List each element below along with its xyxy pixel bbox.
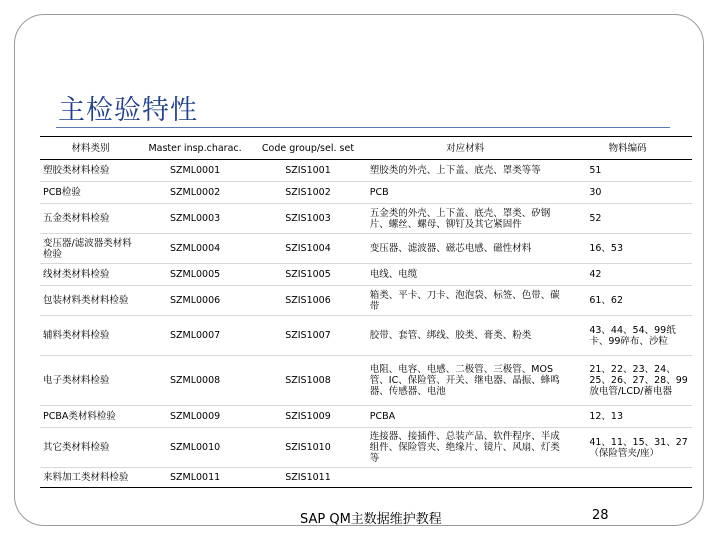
cell-material-code: 41、11、15、31、27（保险管夹/座） (563, 428, 692, 468)
cell-master-insp-charac: SZML0009 (141, 406, 249, 428)
cell-material-code: 61、62 (563, 286, 692, 316)
cell-material-code: 21、22、23、24、25、26、27、28、99放电管/LCD/蓄电器 (563, 356, 692, 406)
cell-corresponding-material: 五金类的外壳、上下盖、底壳、罩类、矽钢片、螺丝、螺母、铆钉及其它紧固件 (367, 204, 564, 234)
cell-material-category: 辅料类材料检验 (40, 316, 141, 356)
cell-corresponding-material: 箱类、平卡、刀卡、泡泡袋、标签、色带、碳带 (367, 286, 564, 316)
table-row (40, 286, 692, 316)
cell-material-code (563, 468, 692, 488)
header-material-code: 物料编码 (563, 137, 692, 160)
cell-code-group: SZIS1004 (249, 234, 367, 264)
cell-material-code: 42 (563, 264, 692, 286)
table-row (40, 428, 692, 468)
table-row (40, 204, 692, 234)
header-material-category: 材料类别 (40, 137, 141, 160)
cell-master-insp-charac: SZML0006 (141, 286, 249, 316)
cell-material-category: 包装材料类材料检验 (40, 286, 141, 316)
cell-material-category: 塑胶类材料检验 (40, 160, 141, 182)
cell-material-category: 来料加工类材料检验 (40, 468, 141, 488)
header-master-insp-charac: Master insp.charac. (141, 137, 249, 160)
cell-master-insp-charac: SZML0001 (141, 160, 249, 182)
cell-material-code: 51 (563, 160, 692, 182)
cell-code-group: SZIS1011 (249, 468, 367, 488)
cell-material-code: 52 (563, 204, 692, 234)
table-row (40, 182, 692, 204)
cell-master-insp-charac: SZML0011 (141, 468, 249, 488)
cell-corresponding-material: PCBA (367, 406, 564, 428)
cell-code-group: SZIS1010 (249, 428, 367, 468)
title-divider (56, 127, 670, 128)
cell-material-category: PCBA类材料检验 (40, 406, 141, 428)
page-title: 主检验特性 (58, 95, 198, 126)
page-number: 28 (592, 508, 609, 523)
cell-master-insp-charac: SZML0008 (141, 356, 249, 406)
cell-material-category: 变压器/滤波器类材料检验 (40, 234, 141, 264)
cell-code-group: SZIS1001 (249, 160, 367, 182)
cell-material-code: 43、44、54、99纸卡、99碎布、沙粒 (563, 316, 692, 356)
table-row (40, 316, 692, 356)
table-header-row (40, 137, 692, 160)
cell-corresponding-material (367, 468, 564, 488)
table-row (40, 234, 692, 264)
cell-material-code: 12、13 (563, 406, 692, 428)
cell-master-insp-charac: SZML0010 (141, 428, 249, 468)
table-row (40, 264, 692, 286)
cell-corresponding-material: 电阻、电容、电感、二极管、三极管、MOS管、IC、保险管、开关、继电器、晶振、蜂鸣器、传感器、电池 (367, 356, 564, 406)
cell-corresponding-material: 连接器、接插件、总装产品、软件程序、半成组件、保险管夹、绝缘片、镜片、风扇、灯类等 (367, 428, 564, 468)
cell-master-insp-charac: SZML0007 (141, 316, 249, 356)
table-row (40, 406, 692, 428)
cell-corresponding-material: 塑胶类的外壳、上下盖、底壳、罩类等等 (367, 160, 564, 182)
cell-master-insp-charac: SZML0002 (141, 182, 249, 204)
header-code-group: Code group/sel. set (249, 137, 367, 160)
cell-code-group: SZIS1009 (249, 406, 367, 428)
cell-code-group: SZIS1006 (249, 286, 367, 316)
cell-material-category: 电子类材料检验 (40, 356, 141, 406)
footer-text: SAP QM主数据维护教程 (300, 512, 442, 527)
cell-material-code: 30 (563, 182, 692, 204)
inspection-characteristics-table (40, 136, 692, 488)
cell-code-group: SZIS1008 (249, 356, 367, 406)
cell-master-insp-charac: SZML0004 (141, 234, 249, 264)
cell-code-group: SZIS1003 (249, 204, 367, 234)
table-row (40, 468, 692, 488)
cell-corresponding-material: 胶带、套管、绑线、胶类、膏类、粉类 (367, 316, 564, 356)
table-row (40, 160, 692, 182)
cell-material-category: 其它类材料检验 (40, 428, 141, 468)
cell-code-group: SZIS1007 (249, 316, 367, 356)
cell-corresponding-material: 电线、电缆 (367, 264, 564, 286)
cell-code-group: SZIS1005 (249, 264, 367, 286)
cell-code-group: SZIS1002 (249, 182, 367, 204)
cell-material-code: 16、53 (563, 234, 692, 264)
cell-material-category: 五金类材料检验 (40, 204, 141, 234)
table-row (40, 356, 692, 406)
header-corresponding-material: 对应材料 (367, 137, 564, 160)
cell-material-category: PCB检验 (40, 182, 141, 204)
cell-material-category: 线材类材料检验 (40, 264, 141, 286)
cell-master-insp-charac: SZML0003 (141, 204, 249, 234)
cell-master-insp-charac: SZML0005 (141, 264, 249, 286)
cell-corresponding-material: 变压器、滤波器、磁芯电感、磁性材料 (367, 234, 564, 264)
cell-corresponding-material: PCB (367, 182, 564, 204)
